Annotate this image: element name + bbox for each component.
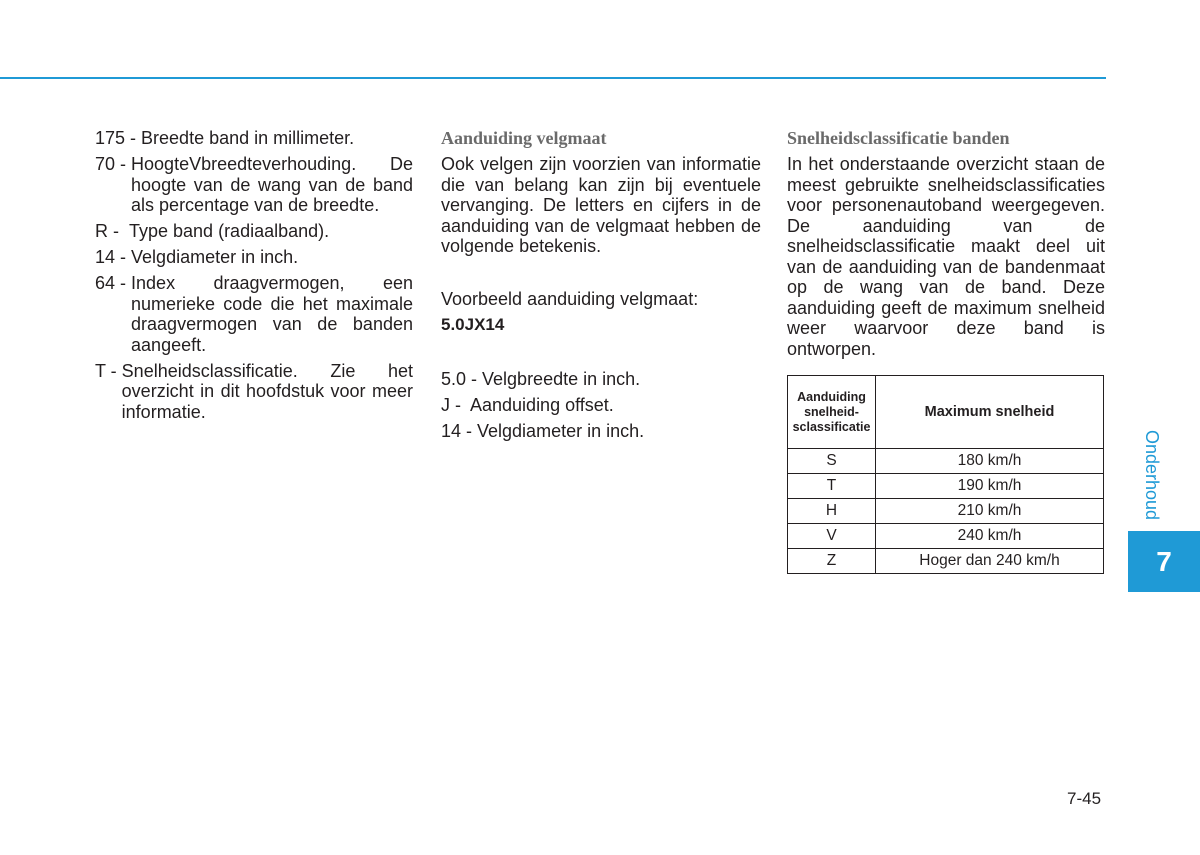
list-item-key: 64 - xyxy=(95,273,132,293)
list-item-text: HoogteVbreedteverhouding. De hoogte van de wang van de band als percentage van de breedte. xyxy=(131,154,413,215)
rating-code: H xyxy=(788,499,876,524)
rating-code: T xyxy=(788,474,876,499)
rating-code: V xyxy=(788,524,876,549)
chapter-number-tab: 7 xyxy=(1128,531,1200,592)
list-item xyxy=(95,221,413,242)
list-item: 14 - Velgdiameter in inch. xyxy=(441,420,645,441)
list-item-key: T - xyxy=(95,360,122,381)
max-speed: 210 km/h xyxy=(876,499,1104,524)
max-speed: 190 km/h xyxy=(876,474,1104,499)
table-row xyxy=(788,524,1104,549)
list-item: J - Aanduiding offset. xyxy=(441,394,614,415)
rim-size-section xyxy=(441,128,761,447)
list-item xyxy=(95,361,413,423)
max-speed: Hoger dan 240 km/h xyxy=(876,549,1104,574)
list-item-text: Snelheidsclassificatie. Zie het overzicht in dit hoofdstuk voor meer informatie. xyxy=(121,360,413,422)
tire-code-list xyxy=(95,128,413,428)
column-header-rating: Aanduiding snelheid-sclassificatie xyxy=(788,376,876,449)
list-item xyxy=(95,247,413,268)
list-item xyxy=(95,128,413,149)
table-header-row xyxy=(788,376,1104,449)
section-heading: Snelheidsclassificatie banden xyxy=(787,128,1010,148)
list-item-key: 175 - xyxy=(95,128,142,148)
table-row xyxy=(788,499,1104,524)
list-item-key: 14 - xyxy=(95,247,132,267)
top-rule xyxy=(0,77,1106,79)
section-intro: Ook velgen zijn voorzien van informatie die van belang kan zijn bij eventuele vervanging. De letters en cijfers in de aanduiding van de velgmaat hebben de volgende betekenis. xyxy=(441,154,761,256)
list-item-key: R - xyxy=(95,221,129,241)
section-intro: In het onderstaande overzicht staan de meest gebruikte snelheidsclassificaties voor personenautoband weergegeven. De aanduiding van de snelheidsclassificatie maakt deel uit van de aanduiding van de bandenmaat op de wang van de band. Deze aanduiding geeft de maximum snelheid weer waarvoor deze band is ontworpen. xyxy=(787,154,1105,359)
rating-code: Z xyxy=(788,549,876,574)
rating-code: S xyxy=(788,449,876,474)
example-label: Voorbeeld aanduiding velgmaat: xyxy=(441,288,699,309)
list-item-key: 70 - xyxy=(95,154,132,174)
column-header-max-speed: Maximum snelheid xyxy=(876,376,1104,449)
example-code: 5.0JX14 xyxy=(441,315,505,334)
list-item xyxy=(95,273,413,355)
max-speed: 240 km/h xyxy=(876,524,1104,549)
speed-rating-table xyxy=(787,375,1104,574)
page-number: 7-45 xyxy=(1067,789,1102,808)
list-item-text: Breedte band in millimeter. xyxy=(141,128,355,148)
list-item-text: Velgdiameter in inch. xyxy=(131,247,299,267)
list-item xyxy=(95,154,413,216)
list-item: 5.0 - Velgbreedte in inch. xyxy=(441,368,641,389)
list-item-text: Type band (radiaalband). xyxy=(129,221,330,241)
list-item-text: Index draagvermogen, een numerieke code die het maximale draagvermogen van de banden aangeeft. xyxy=(131,273,413,355)
rim-code-list xyxy=(441,369,761,442)
max-speed: 180 km/h xyxy=(876,449,1104,474)
table-row xyxy=(788,449,1104,474)
table-row xyxy=(788,474,1104,499)
table-row xyxy=(788,549,1104,574)
speed-rating-section xyxy=(787,128,1105,359)
section-heading: Aanduiding velgmaat xyxy=(441,128,607,148)
chapter-tab-label: Onderhoud xyxy=(1142,430,1162,521)
